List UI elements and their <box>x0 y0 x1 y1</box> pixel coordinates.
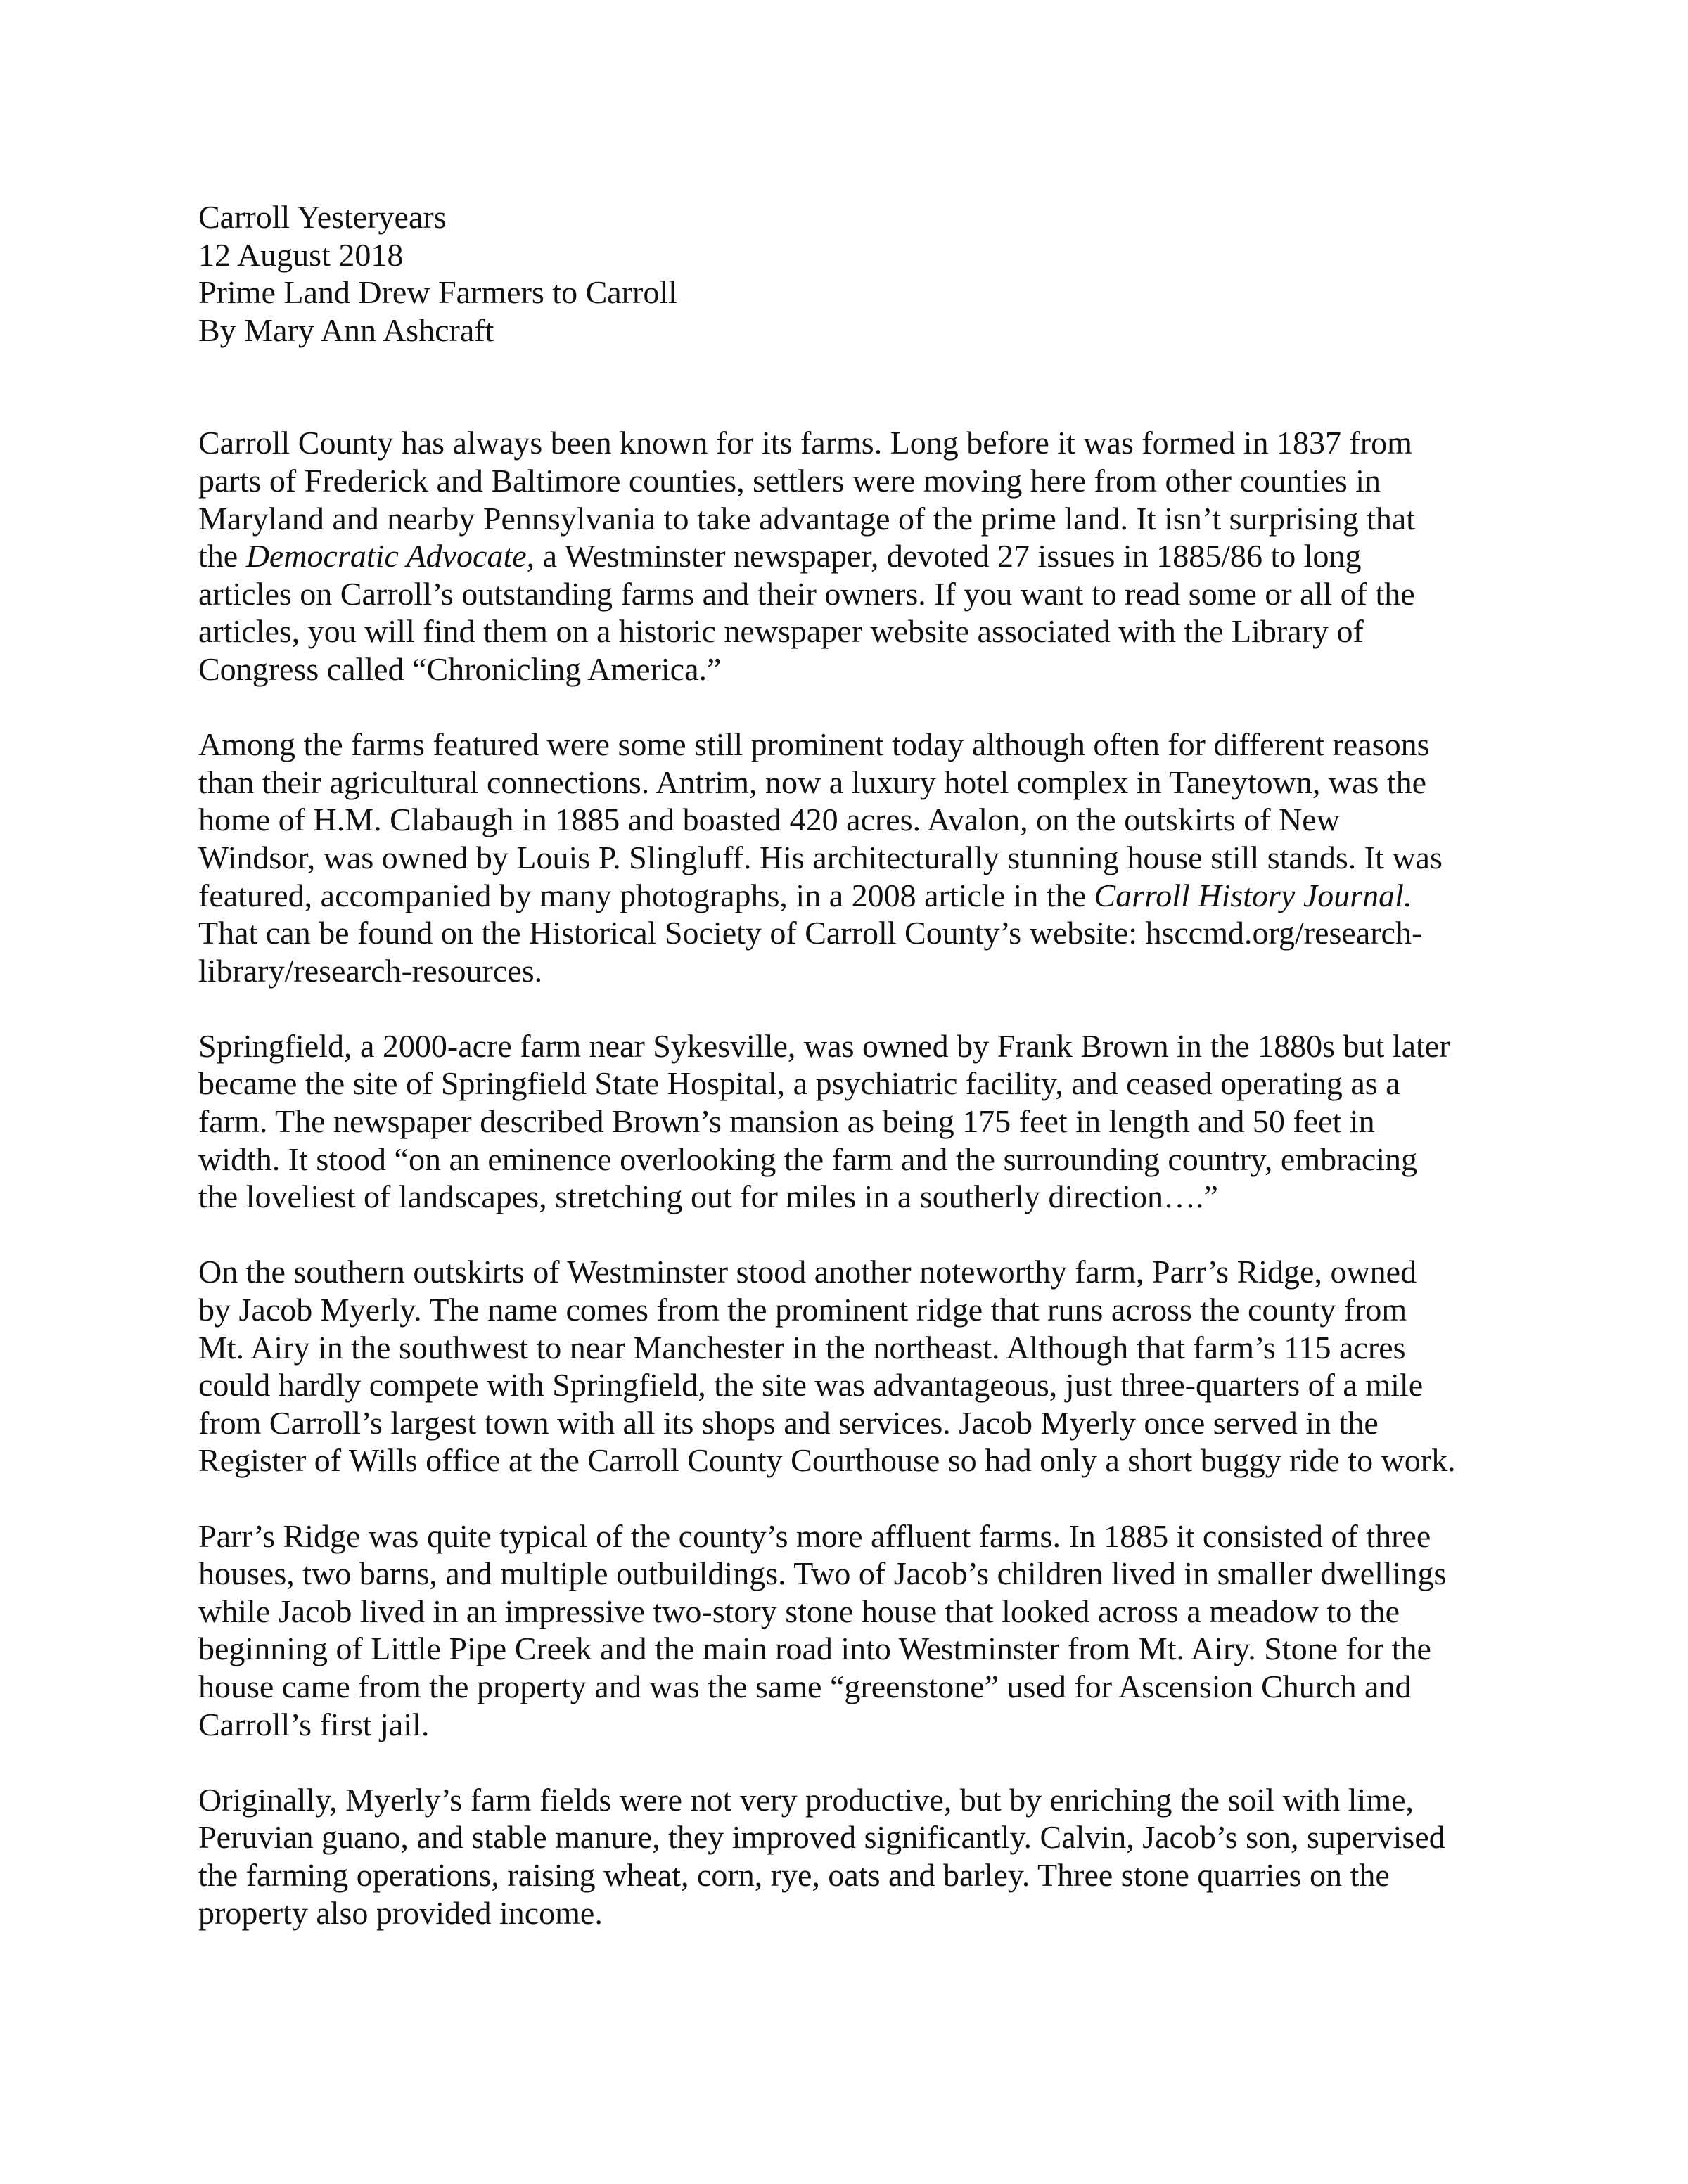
text-line <box>198 1441 1535 1479</box>
text-line <box>198 877 1535 915</box>
text-run: by Jacob Myerly. The name comes from the prominent ridge that runs across the county from <box>198 1292 1407 1328</box>
text-run: property also provided income. <box>198 1894 603 1931</box>
text-line <box>198 1103 1535 1141</box>
text-line <box>198 1291 1535 1329</box>
text-run: than their agricultural connections. Antrim, now a luxury hotel complex in Taneytown, was the <box>198 764 1427 800</box>
text-line <box>198 1781 1535 1819</box>
text-run: On the southern outskirts of Westminster stood another noteworthy farm, Parr’s Ridge, owned <box>198 1254 1417 1290</box>
text-line <box>198 1366 1535 1404</box>
text-run: Carroll’s first jail. <box>198 1706 430 1742</box>
text-line <box>198 1027 1535 1065</box>
paragraph <box>198 1781 1535 1932</box>
italic-title: Democratic Advocate <box>245 538 527 574</box>
text-run: could hardly compete with Springfield, the site was advantageous, just three-quarters of a mile <box>198 1367 1424 1403</box>
text-line <box>198 1555 1535 1593</box>
text-run: Originally, Myerly’s farm fields were not very productive, but by enriching the soil with lime, <box>198 1781 1414 1818</box>
text-line <box>198 612 1535 650</box>
text-run: featured, accompanied by many photographs, in a 2008 article in the <box>198 877 1094 913</box>
text-run: Mt. Airy in the southwest to near Manchester in the northeast. Although that farm’s 115 acres <box>198 1329 1406 1366</box>
document-page <box>198 198 1535 1970</box>
text-run: the <box>198 538 246 574</box>
text-run: width. It stood “on an eminence overlooking the farm and the surrounding country, embracing <box>198 1141 1418 1177</box>
text-line <box>198 575 1535 613</box>
text-run: Carroll County has always been known for its farms. Long before it was formed in 1837 from <box>198 425 1412 461</box>
article-header <box>198 198 1535 349</box>
text-run: Springfield, a 2000-acre farm near Sykesville, was owned by Frank Brown in the 1880s but later <box>198 1027 1450 1064</box>
text-run: Maryland and nearby Pennsylvania to take advantage of the prime land. It isn’t surprising that <box>198 500 1416 537</box>
text-run: farm. The newspaper described Brown’s mansion as being 175 feet in length and 50 feet in <box>198 1103 1375 1140</box>
text-line <box>198 650 1535 688</box>
column-name: Carroll Yesteryears <box>198 199 447 235</box>
text-run: home of H.M. Clabaugh in 1885 and boasted 420 acres. Avalon, on the outskirts of New <box>198 802 1340 838</box>
paragraph <box>198 1517 1535 1744</box>
text-run: parts of Frederick and Baltimore counties, settlers were moving here from other counties in <box>198 462 1381 499</box>
text-line <box>198 1141 1535 1178</box>
text-line <box>198 839 1535 877</box>
paragraph <box>198 726 1535 989</box>
text-line <box>198 914 1535 952</box>
text-run: from Carroll’s largest town with all its shops and services. Jacob Myerly once served in the <box>198 1404 1379 1441</box>
text-run: That can be found on the Historical Society of Carroll County’s website: hsccmd.org/research- <box>198 915 1423 951</box>
text-line <box>198 1178 1535 1216</box>
text-run: houses, two barns, and multiple outbuildings. Two of Jacob’s children lived in smaller dwellings <box>198 1555 1447 1592</box>
text-line <box>198 1818 1535 1856</box>
article-title: Prime Land Drew Farmers to Carroll <box>198 274 677 311</box>
article-body <box>198 424 1535 1932</box>
text-line <box>198 1630 1535 1668</box>
text-line <box>198 952 1535 990</box>
text-run: Register of Wills office at the Carroll County Courthouse so had only a short buggy ride to work. <box>198 1442 1456 1479</box>
text-run: the loveliest of landscapes, stretching out for miles in a southerly direction….” <box>198 1178 1218 1215</box>
text-run: Among the farms featured were some still prominent today although often for different reasons <box>198 726 1430 763</box>
text-run: library/research-resources. <box>198 952 543 989</box>
italic-title: Carroll History Journal. <box>1094 877 1412 913</box>
text-line <box>198 1065 1535 1103</box>
text-run: articles, you will find them on a historic newspaper website associated with the Library of <box>198 613 1364 650</box>
paragraph <box>198 424 1535 688</box>
text-line <box>198 1856 1535 1894</box>
text-run: , a Westminster newspaper, devoted 27 issues in 1885/86 to long <box>526 538 1362 574</box>
text-run: house came from the property and was the same “greenstone” used for Ascension Church and <box>198 1668 1412 1704</box>
byline: By Mary Ann Ashcraft <box>198 311 494 348</box>
text-line <box>198 1253 1535 1291</box>
text-run: Windsor, was owned by Louis P. Slingluff. His architecturally stunning house still stands. It was <box>198 839 1443 875</box>
text-line <box>198 764 1535 802</box>
text-run: became the site of Springfield State Hospital, a psychiatric facility, and ceased operating as a <box>198 1065 1400 1102</box>
text-line <box>198 726 1535 764</box>
text-line <box>198 1404 1535 1442</box>
text-run: articles on Carroll’s outstanding farms and their owners. If you want to read some or all of the <box>198 575 1415 612</box>
text-line <box>198 1329 1535 1367</box>
text-run: while Jacob lived in an impressive two-story stone house that looked across a meadow to the <box>198 1593 1400 1629</box>
text-line <box>198 801 1535 839</box>
text-line <box>198 537 1535 575</box>
text-line <box>198 1706 1535 1744</box>
text-run: Congress called “Chronicling America.” <box>198 650 722 687</box>
text-run: Parr’s Ridge was quite typical of the county’s more affluent farms. In 1885 it consisted of three <box>198 1517 1431 1554</box>
text-run: Peruvian guano, and stable manure, they improved significantly. Calvin, Jacob’s son, supervised <box>198 1819 1445 1856</box>
text-line <box>198 1517 1535 1555</box>
text-line <box>198 424 1535 462</box>
publication-date: 12 August 2018 <box>198 236 404 273</box>
text-line <box>198 462 1535 500</box>
text-line <box>198 1593 1535 1631</box>
text-line <box>198 1894 1535 1932</box>
text-run: the farming operations, raising wheat, corn, rye, oats and barley. Three stone quarries on the <box>198 1856 1390 1893</box>
text-line <box>198 1668 1535 1706</box>
paragraph <box>198 1253 1535 1479</box>
text-run: beginning of Little Pipe Creek and the main road into Westminster from Mt. Airy. Stone for the <box>198 1631 1431 1667</box>
text-line <box>198 500 1535 538</box>
paragraph <box>198 1027 1535 1216</box>
